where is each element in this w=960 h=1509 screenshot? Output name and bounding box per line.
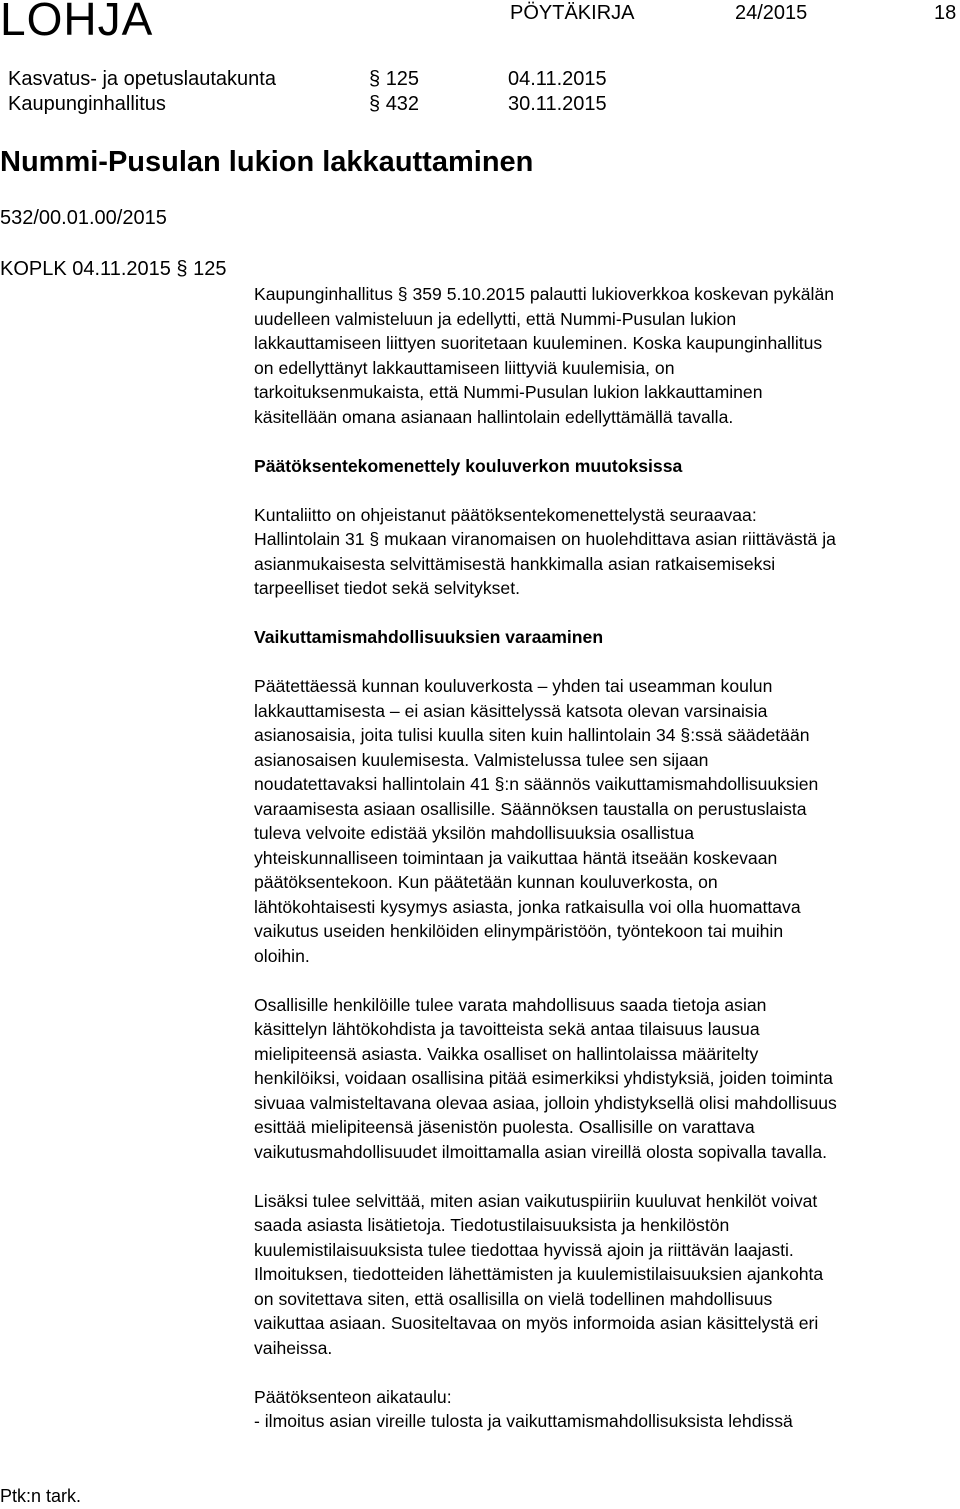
para-line: Osallisille henkilöille tulee varata mahdollisuus saada tietoja asian xyxy=(254,994,767,1015)
para-line: lähtökohtaisesti kysymys asiasta, jonka ratkaisulla voi olla huomattava xyxy=(254,896,801,917)
para-line: mielipiteensä asiasta. Vaikka osalliset on hallintolaissa määritelty xyxy=(254,1043,759,1064)
section-number: 432 xyxy=(385,93,420,115)
meeting-date-1: 04.11.2015 xyxy=(508,68,607,90)
kopl-label: KOPLK 04.11.2015 § 125 xyxy=(0,258,227,280)
archive-code: 532/00.01.00/2015 xyxy=(0,207,167,229)
para-line: tuleva velvoite edistää yksilön mahdollisuuksia osallistua xyxy=(254,823,695,843)
doc-number: 24/2015 xyxy=(735,2,808,24)
logo: LOHJA xyxy=(0,0,154,45)
schedule-item: - ilmoitus asian vireille tulosta ja vaikuttamismahdollisuksista lehdissä xyxy=(254,1411,793,1431)
page-title: Nummi-Pusulan lukion lakkauttaminen xyxy=(0,146,534,178)
para-line: vaikutusmahdollisuudet ilmoittamalla asian vireillä olosta sopivalla tavalla. xyxy=(254,1141,828,1162)
para-line: Kuntaliitto on ohjeistanut päätöksentekomenettelystä seuraavaa: xyxy=(254,504,757,525)
intro-line: käsitellään omana asianaan hallintolain edellyttämällä tavalla. xyxy=(254,406,734,427)
intro-line: Kaupunginhallitus § 359 5.10.2015 palautti lukioverkkoa koskevan pykälän xyxy=(254,284,835,304)
para-line: tarpeelliset tiedot sekä selvitykset. xyxy=(254,578,520,598)
intro-line: tarkoituksenmukaista, että Nummi-Pusulan lukion lakkauttaminen xyxy=(254,382,763,402)
para-line: vaiheissa. xyxy=(254,1337,333,1358)
para-line: Hallintolain 31 § mukaan viranomaisen on huolehdittava asian riittävästä ja xyxy=(254,529,836,549)
para-line: esittää mielipiteensä jäsenistön puolesta. Osallisille on varattava xyxy=(254,1117,755,1137)
para-line: Päätettäessä kunnan kouluverkosta – yhden tai useamman koulun xyxy=(254,676,773,696)
para-line: on sovitettava siten, että osallisilla on vielä todellinen mahdollisuus xyxy=(254,1288,773,1309)
meeting-section-2: § 432 xyxy=(369,93,420,115)
intro-line: lakkauttamiseen liittyen suoritetaan kuuleminen. Koska kaupunginhallitus xyxy=(254,333,823,353)
section-heading: Päätöksentekomenettely kouluverkon muutoksissa xyxy=(254,455,683,476)
para-line: oloihin. xyxy=(254,945,310,966)
para-line: vaikuttaa asiaan. Suositeltavaa on myös informoida asian käsittelystä eri xyxy=(254,1313,819,1333)
para-line: sivuaa valmisteltavana olevaa asiaa, jolloin yhdistyksellä olisi mahdollisuus xyxy=(254,1092,837,1113)
body-text xyxy=(254,282,959,1434)
para-line: saada asiasta lisätietoja. Tiedotustilaisuuksista ja henkilöstön xyxy=(254,1215,730,1235)
section-heading: Vaikuttamismahdollisuuksien varaaminen xyxy=(254,627,604,647)
para-line: vaikutus useiden henkilöiden elinympäristöön, työntekoon tai muihin xyxy=(254,921,784,941)
footer-initials: Ptk:n tark. xyxy=(0,1486,82,1506)
para-line: Lisäksi tulee selvittää, miten asian vaikutuspiiriin kuuluvat henkilöt voivat xyxy=(254,1190,818,1211)
para-line: henkilöiksi, voidaan osallisina pitää esimerkiksi yhdistyksiä, joiden toiminta xyxy=(254,1068,833,1088)
intro-line: on edellyttänyt lakkauttamiseen liittyviä kuulemisia, on xyxy=(254,357,675,378)
para-line: asianosaisia, joita tulisi kuulla siten kuin hallintolain 34 §:ssä säädetään xyxy=(254,725,810,745)
para-line: yhteiskunnalliseen toimintaan ja vaikuttaa häntä itseään koskevaan xyxy=(254,847,778,868)
para-line: kuulemistilaisuuksista tulee tiedottaa hyvissä ajoin ja riittävän laajasti. xyxy=(254,1239,794,1260)
meeting-date-2: 30.11.2015 xyxy=(508,93,607,115)
schedule-label: Päätöksenteon aikataulu: xyxy=(254,1386,452,1407)
para-line: asianmukaisesta selvittämisestä hankkimalla asian ratkaisemiseksi xyxy=(254,553,776,574)
page-number: 18 xyxy=(934,2,957,24)
para-line: Ilmoituksen, tiedotteiden lähettämisten ja kuulemistilaisuuksien ajankohta xyxy=(254,1264,824,1284)
intro-line: uudelleen valmisteluun ja edellytti, että Nummi-Pusulan lukion xyxy=(254,308,737,329)
doc-type: PÖYTÄKIRJA xyxy=(510,2,635,24)
meeting-body-2: Kaupunginhallitus xyxy=(8,93,166,115)
meeting-section-1: § 125 xyxy=(369,68,420,90)
para-line: asianosaisen kuulemisesta. Valmistelussa tulee sen sijaan xyxy=(254,749,709,770)
para-line: päätöksentekoon. Kun päätetään kunnan kouluverkosta, on xyxy=(254,872,718,892)
para-line: varaamisesta asiaan osallisille. Säännöksen taustalla on perustuslaista xyxy=(254,798,807,819)
section-number: 125 xyxy=(385,68,420,90)
para-line: käsittelyn lähtökohdista ja tavoitteista sekä antaa tilaisuus lausua xyxy=(254,1019,760,1039)
meeting-body-1: Kasvatus- ja opetuslautakunta xyxy=(8,68,276,90)
para-line: noudatettavaksi hallintolain 41 §:n säännös vaikuttamismahdollisuuksien xyxy=(254,774,819,794)
para-line: lakkauttamisesta – ei asian käsittelyssä katsota olevan varsinaisia xyxy=(254,700,768,721)
